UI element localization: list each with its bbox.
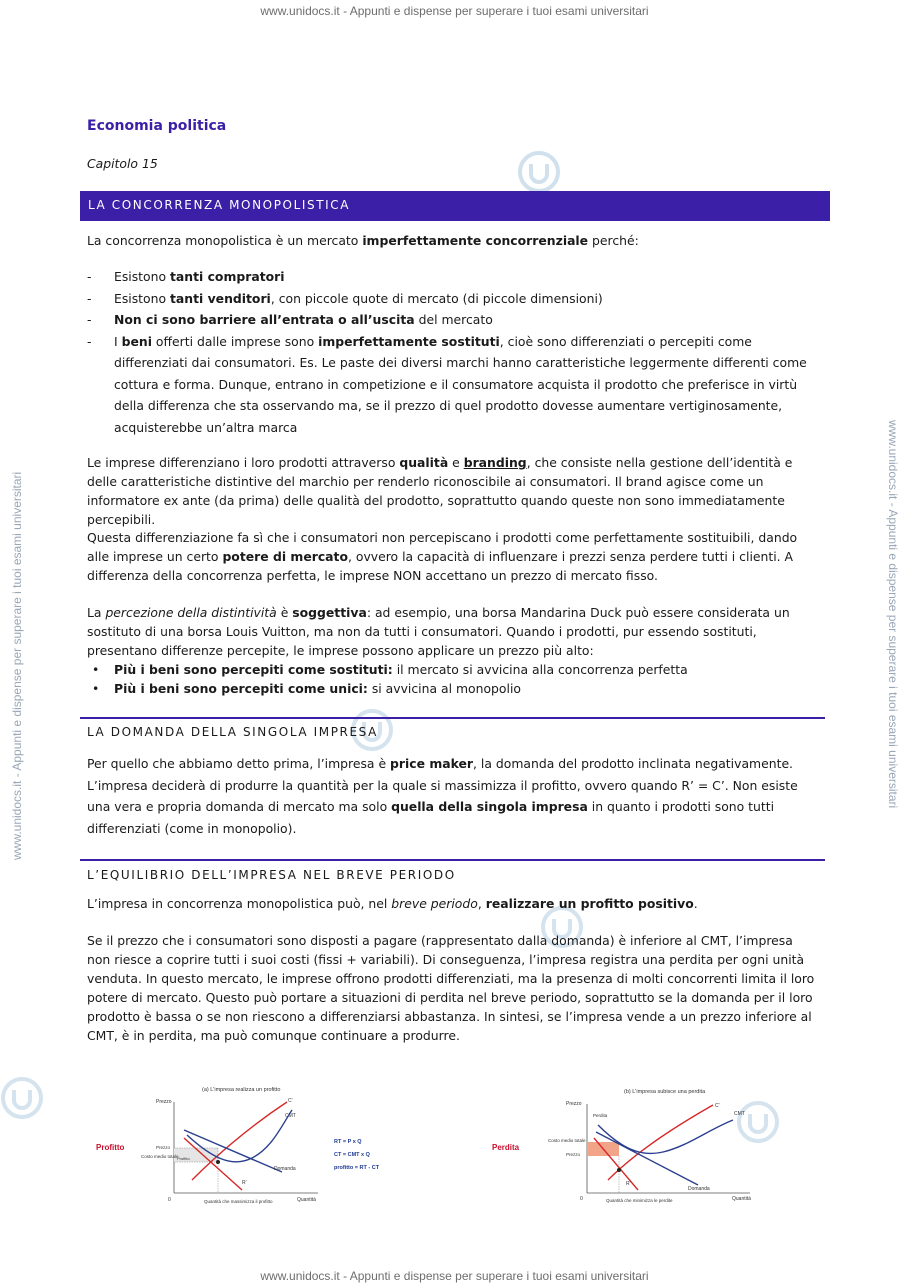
series-line [608,1105,713,1180]
series-label: R' [242,1180,247,1186]
chapter-label: Capitolo 15 [87,156,158,171]
section-heading: LA DOMANDA DELLA SINGOLA IMPRESA [87,725,378,739]
section-divider [80,859,825,861]
y-tick-label: Perdita [593,1113,608,1118]
y-tick-label: Profitto [177,1156,190,1161]
distinctiveness-paragraph: La percezione della distintività è soggettiva: ad esempio, una borsa Mandarina Duck può essere considerata un sostituto di una borsa Louis Vuitton, ma non da tutti i consumatori. Quando i prodotti, pur essendo sostituti, presentano differenze percepite, le imprese possono applicare un prezzo più alto: • Più i beni sono percepiti come sostituti: il mercato si avvicina alla concorrenza perfetta • Più i beni sono percepiti come unici: si avvicina al monopolio [87,603,815,698]
x-tick-label: Quantità che minimizza le perdite [606,1198,673,1203]
watermark-top: www.unidocs.it - Appunti e dispense per superare i tuoi esami universitari [260,4,649,18]
section-heading: L’EQUILIBRIO DELL’IMPRESA NEL BREVE PERIODO [87,868,456,882]
equilibrium-point [617,1168,621,1172]
list-item: • Più i beni sono percepiti come sostituti: il mercato si avvicina alla concorrenza perfetta [87,660,815,679]
short-run-paragraph: L’impresa in concorrenza monopolistica può, nel breve periodo, realizzare un profitto positivo. [87,896,698,911]
section-heading: LA CONCORRENZA MONOPOLISTICA [88,198,351,212]
chart-side-label: Profitto [96,1143,125,1152]
watermark-bottom: www.unidocs.it - Appunti e dispense per superare i tuoi esami universitari [260,1269,649,1283]
list-item: - Non ci sono barriere all’entrata o all’uscita del mercato [87,309,815,331]
y-tick-label: Prezzo [156,1145,171,1150]
series-label: R' [626,1181,631,1187]
formula-text: profitto = RT - CT [334,1165,380,1171]
series-label: CMT [734,1111,745,1117]
y-tick-label: Costo medio totale [141,1154,179,1159]
watermark-right: www.unidocs.it - Appunti e dispense per superare i tuoi esami universitari [886,420,900,809]
equilibrium-point [216,1160,220,1164]
market-power-paragraph: Questa differenziazione fa sì che i consumatori non percepiscano i prodotti come perfettamente sostituibili, dando alle imprese un certo potere di mercato, ovvero la capacità di influenzare i prezzi senza perdere tutti i clienti. A differenza della concorrenza perfetta, le imprese NON accettano un prezzo di mercato fisso. [87,530,798,583]
origin-label: 0 [168,1197,171,1203]
chart-title: (a) L'impresa realizza un profitto [202,1087,281,1093]
formula-text: RT = P x Q [334,1139,362,1145]
branding-paragraph: Le imprese differenziano i loro prodotti attraverso qualità e branding, che consiste nella gestione dell’identità e delle caratteristiche distintive del marchio per renderlo riconoscibile ai consumatori. Il brand agisce come un informatore ex ante (da prima) delle qualità del prodotto, soprattutto quando queste non sono immediatamente percepibili. [87,455,793,527]
x-axis-label: Quantità [297,1197,316,1203]
chart-loss [488,1080,778,1215]
series-label: C' [715,1103,720,1109]
x-tick-label: Quantità che massimizza il profitto [204,1199,273,1204]
origin-label: 0 [580,1196,583,1202]
series-label: C' [288,1098,293,1104]
loss-paragraph: Se il prezzo che i consumatori sono disposti a pagare (rappresentato dalla domanda) è inferiore al CMT, l’impresa non riesce a coprire tutti i suoi costi (fissi + variabili). Di conseguenza, l’impresa registra una perdita per ogni unità venduta. In questo mercato, le imprese offrono prodotti differenziati, ma la presenza di molti concorrenti limita il loro potere di mercato. Questo può portare a situazioni di perdita nel breve periodo, soprattutto se la domanda per il loro prodotto è bassa o se non riescono a differenziarsi abbastanza. In sintesi, se l’impresa vende a un prezzo inferiore al CMT, è in perdita, ma può comunque continuare a produrre. [87,933,815,1043]
list-item: - Esistono tanti venditori, con piccole quote di mercato (di piccole dimensioni) [87,288,815,310]
series-label: Domanda [274,1166,296,1172]
formula-text: CT = CMT x Q [334,1152,370,1158]
chart-loss-svg [488,1080,778,1215]
y-axis-label: Prezzo [566,1101,582,1107]
characteristics-list [87,266,815,438]
intro-paragraph: La concorrenza monopolistica è un mercato imperfettamente concorrenziale perché: [87,233,639,248]
single-firm-demand-paragraph: Per quello che abbiamo detto prima, l’impresa è price maker, la domanda del prodotto inclinata negativamente. L’impresa deciderà di produrre la quantità per la quale si massimizza il profitto, ovvero quando R’ = C’. Non esiste una vera e propria domanda di mercato ma solo quella della singola impresa in quanto i prodotti sono tutti differenziati (come in monopolio). [87,756,798,836]
chart-title: (b) L'impresa subisce una perdita [624,1089,706,1095]
y-tick-label: Prezzo [566,1152,581,1157]
document-title: Economia politica [87,118,227,134]
unidocs-u-icon [517,150,561,194]
section1-intro [87,231,815,250]
chart-side-label: Perdita [492,1143,520,1152]
series-label: CMT [285,1113,296,1119]
y-tick-label: Costo medio totale [548,1138,586,1143]
y-axis-label: Prezzo [156,1099,172,1105]
section-divider [80,717,825,719]
watermark-left: www.unidocs.it - Appunti e dispense per superare i tuoi esami universitari [10,471,24,860]
chart-profit-svg [92,1080,402,1215]
list-item: - I beni offerti dalle imprese sono imperfettamente sostituti, cioè sono differenziati o percepiti come differenziati dai consumatori. Es. Le paste dei diversi marchi hanno caratteristiche leggermente differenti come cottura e forma. Dunque, entrano in competizione e il consumatore acquista il prodotto che preferisce in virtù della differenza che sta osservando ma, se il prezzo di quel prodotto dovesse aumentare vertiginosamente, acquisterebbe un’altra marca [87,331,815,439]
chart-profit [92,1080,402,1215]
section-banner [80,191,830,221]
series-line [184,1138,242,1190]
x-axis-label: Quantità [732,1196,751,1202]
list-item: - Esistono tanti compratori [87,266,815,288]
list-item: • Più i beni sono percepiti come unici: si avvicina al monopolio [87,679,815,698]
series-label: Domanda [688,1186,710,1192]
unidocs-u-icon [0,1076,44,1120]
